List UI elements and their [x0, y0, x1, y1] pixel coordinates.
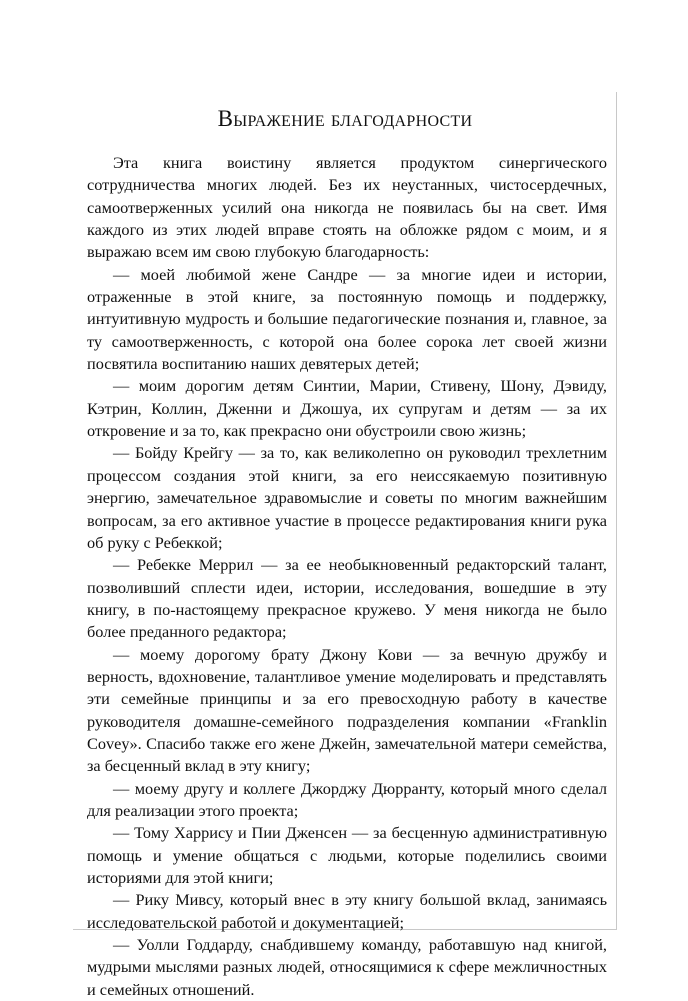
- paragraph-wally-goddard: — Уолли Годдарду, снабдившему команду, работавшую над книгой, мудрыми мыслями разных людей, относящимися к сфере межличностных и семейных отношений.: [87, 935, 607, 999]
- acknowledgements-text: [87, 152, 607, 1001]
- paragraph-john-covey: — моему дорогому брату Джону Кови — за вечную дружбу и верность, вдохновение, талантливое умение моделировать и представлять эти семейные принципы и за его превосходную работу в качестве руководителя домашне-семейного подразделения компании «Franklin Covey». Спасибо также его жене Джейн, замечательной матери семейства, за бесценный вклад в эту книгу;: [87, 644, 607, 776]
- paragraph-intro: Эта книга воистину является продуктом синергического сотрудничества многих людей. Без их неустанных, чистосердечных, самоотверженных усилий она никогда не появилась бы на свет. Имя каждого из этих людей вправе стоять на обложке рядом с моим, и я выражаю всем им свою глубокую благодарность:: [87, 153, 607, 262]
- paragraph-children: — моим дорогим детям Синтии, Марии, Стивену, Шону, Дэвиду, Кэтрин, Коллин, Дженни и Джошуа, их супругам и детям — за их откровение и за то, как прекрасно они обустроили свою жизнь;: [87, 376, 607, 441]
- paragraph-rebecca-merrill: — Ребекке Меррил — за ее необыкновенный редакторский талант, позволивший сплести идеи, истории, исследования, вошедшие в эту книгу, в по-настоящему прекрасное кружево. У меня никогда не было более преданного редактора;: [87, 555, 607, 642]
- paragraph-george-durrant: — моему другу и коллеге Джорджу Дюрранту, который много сделал для реализации этого проекта;: [87, 778, 607, 820]
- paragraph-tom-harris: — Тому Харрису и Пии Дженсен — за бесценную административную помощь и умение общаться с людьми, которые поделились своими историями для этой книги;: [87, 823, 607, 887]
- paragraph-sandra: — моей любимой жене Сандре — за многие идеи и истории, отраженные в этой книге, за постоянную помощь и поддержку, интуитивную мудрость и большие педагогические познания и, главное, за ту самоотверженность, с которой она более сорока лет своей жизни посвятила воспитанию наших девятерых детей;: [87, 264, 607, 374]
- book-page: [73, 92, 617, 999]
- paragraph-rick-meeves: — Рику Мивсу, который внес в эту книгу большой вклад, занимаясь исследовательской работой и документацией;: [87, 890, 607, 932]
- paragraph-boyd-craig: — Бойду Крейгу — за то, как великолепно он руководил трехлетним процессом создания этой книги, за его неиссякаемую позитивную энергию, замечательное здравомыслие и советы по многим важнейшим вопросам, за его активное участие в процессе редактирования книги рука об руку с Ребеккой;: [87, 443, 607, 552]
- page-title: Выражение благодарности: [217, 106, 473, 131]
